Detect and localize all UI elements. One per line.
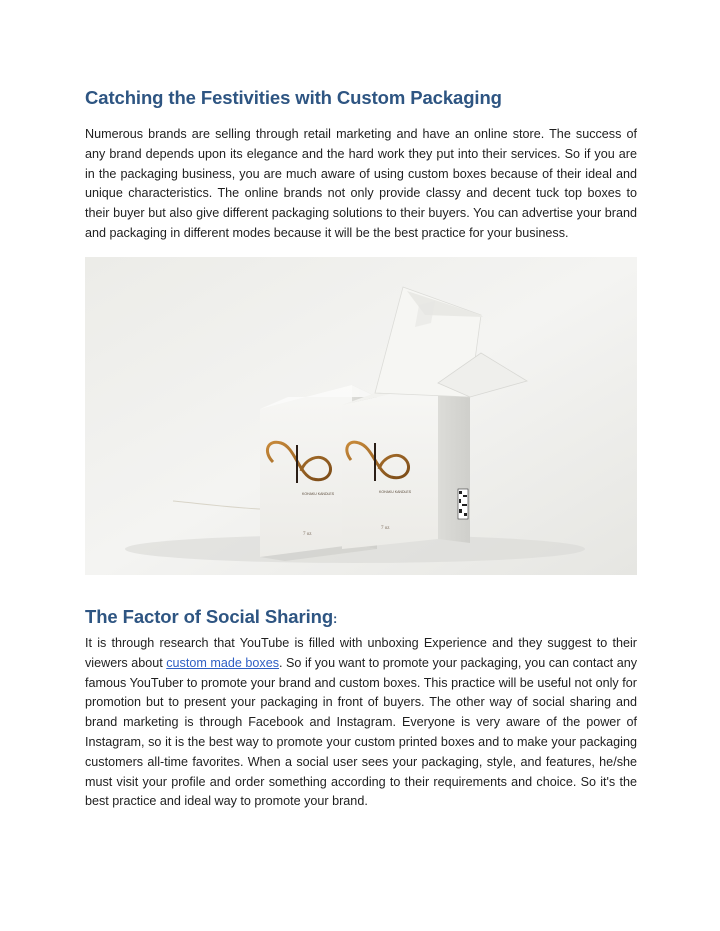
paragraph-text-before-link: It is through research that YouTube is filled with unboxing Experience and they suggest to their viewers about (85, 636, 637, 670)
intro-paragraph: Numerous brands are selling through retail marketing and have an online store. The success of any brand depends upon its elegance and the hard work they put into their services. So if you are in the packaging business, you are much aware of using custom boxes because of their ideal and unique characteristics. The online brands not only provide classy and decent tuck top boxes to their buyer but also give different packaging solutions to their buyers. You can advertise your brand and packaging in different modes because it will be the best practice for your business. (85, 127, 637, 240)
paragraph-text-after-link: . So if you want to promote your packaging, you can contact any famous YouTuber to promote your brand and custom boxes. This practice will be useful not only for promotion but to present your packaging in front of buyers. The other way of social sharing and brand marketing is through Facebook and Instagram. Everyone is very aware of the power of Instagram, so it is the best way to promote your custom printed boxes and to make your packaging customers all-time favorites. When a social user sees your packaging, style, and features, he/she must visit your profile and order something according to their requirements and choice. So it's the best practice and ideal way to promote your brand. (85, 655, 637, 809)
box-right-brand: KOHAKU KANDLES (379, 490, 412, 494)
section-heading-text: The Factor of Social Sharing (85, 606, 334, 627)
section-heading-colon: : (333, 611, 338, 626)
box-left-size: 7 oz (303, 532, 312, 537)
section-heading-social-sharing (85, 606, 637, 628)
section-heading-festivities: Catching the Festivities with Custom Packaging (85, 87, 502, 108)
box-left-brand: KOHAKU KANDLES (302, 492, 335, 496)
custom-made-boxes-link[interactable]: custom made boxes (166, 655, 279, 670)
product-photo-boxes (85, 257, 637, 575)
social-sharing-paragraph (85, 634, 637, 812)
box-right-size: 7 oz (381, 526, 390, 531)
